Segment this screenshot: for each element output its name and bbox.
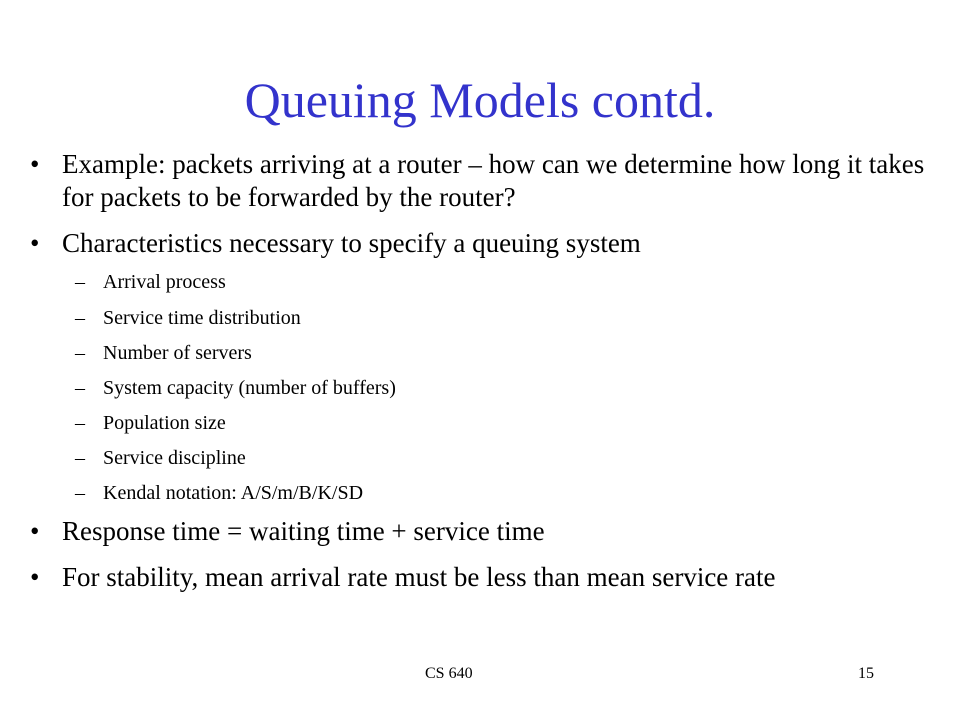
dash-marker: – <box>75 412 85 434</box>
sub-bullet-text: Kendal notation: A/S/m/B/K/SD <box>103 482 364 504</box>
bullet-text: Characteristics necessary to specify a queuing system <box>62 228 641 258</box>
bullet-item <box>30 148 930 214</box>
sub-bullet-item <box>75 341 895 365</box>
footer-page-number: 15 <box>858 665 874 682</box>
sub-bullet-item <box>75 481 895 505</box>
dash-marker: – <box>75 482 85 504</box>
bullet-item <box>30 515 930 548</box>
sub-bullet-item <box>75 411 895 435</box>
bullet-item <box>30 227 930 260</box>
sub-bullet-text: Population size <box>103 412 226 434</box>
dash-marker: – <box>75 342 85 364</box>
sub-bullet-text: System capacity (number of buffers) <box>103 377 396 399</box>
sub-bullet-item <box>75 376 895 400</box>
sub-bullet-item <box>75 446 895 470</box>
bullet-marker: • <box>30 516 40 546</box>
bullet-text: For stability, mean arrival rate must be less than mean service rate <box>62 562 776 592</box>
sub-bullet-text: Number of servers <box>103 342 252 364</box>
dash-marker: – <box>75 307 85 329</box>
sub-bullet-item <box>75 306 895 330</box>
bullet-item <box>30 561 930 594</box>
footer-course: CS 640 <box>425 665 473 682</box>
slide-title: Queuing Models contd. <box>244 72 716 128</box>
bullet-text: Example: packets arriving at a router – how can we determine how long it takes for packets to be forwarded by the router? <box>62 149 925 212</box>
bullet-text: Response time = waiting time + service time <box>62 516 545 546</box>
bullet-marker: • <box>30 228 40 258</box>
dash-marker: – <box>75 447 85 469</box>
dash-marker: – <box>75 377 85 399</box>
sub-bullet-text: Service time distribution <box>103 307 301 329</box>
bullet-marker: • <box>30 149 40 179</box>
sub-bullet-item <box>75 270 895 294</box>
dash-marker: – <box>75 271 85 293</box>
sub-bullet-text: Service discipline <box>103 447 246 469</box>
sub-bullet-text: Arrival process <box>103 271 226 293</box>
bullet-marker: • <box>30 562 40 592</box>
